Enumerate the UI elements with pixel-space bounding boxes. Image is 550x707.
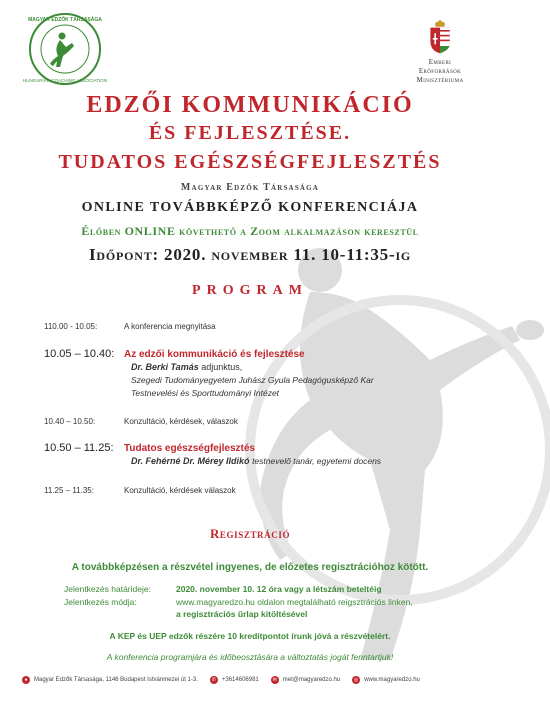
program-talk-block bbox=[124, 442, 484, 468]
change-note: A konferencia programjára és időbeosztására a változtatás jogát fenntartjuk! bbox=[106, 652, 394, 662]
method-label: Jelentkezés módja: bbox=[64, 597, 137, 607]
footer-phone[interactable] bbox=[210, 676, 259, 684]
ministry-name-line2: Minisztériuma bbox=[416, 76, 464, 84]
footer-address-text: Magyar Edzők Társasága, 1146 Budapest Istvánmezei út 1-3. bbox=[34, 677, 198, 683]
program-time: 10.05 – 10.40: bbox=[44, 348, 115, 360]
registration-notice: A továbbképzésen a részvétel ingyenes, de előzetes regisztrációhoz kötött. bbox=[71, 562, 429, 573]
talk-title: Az edzői kommunikáció és fejlesztése bbox=[124, 349, 305, 360]
speaker-role: adjunktus, bbox=[201, 362, 243, 372]
globe-icon: ◎ bbox=[354, 677, 359, 683]
footer-web[interactable] bbox=[352, 676, 420, 684]
conference-name: ONLINE TOVÁBBKÉPZŐ KONFERENCIÁJA bbox=[81, 200, 419, 215]
program-row bbox=[44, 348, 484, 406]
organizer-name: Magyar Edzők Társasága bbox=[180, 182, 320, 193]
registration-title: Regisztráció bbox=[209, 526, 291, 541]
footer-email-text: met@magyaredzo.hu bbox=[282, 677, 341, 683]
title-line-2: ÉS FEJLESZTÉSE. bbox=[148, 122, 352, 144]
title-line-3: TUDATOS EGÉSZSÉGFEJLESZTÉS bbox=[58, 151, 442, 173]
phone-icon: ✆ bbox=[211, 677, 216, 683]
svg-text:HUNGARIAN COACHING ASSOCIATION: HUNGARIAN COACHING ASSOCIATION bbox=[23, 78, 107, 83]
method-value-link[interactable]: www.magyaredzo.hu oldalon megtalálható reigsztrációs linken, bbox=[176, 597, 413, 607]
talk-title: Tudatos egészségfejlesztés bbox=[124, 443, 255, 454]
footer-email[interactable] bbox=[271, 676, 340, 684]
speaker-role: testnevelő tanár, egyetemi docens bbox=[252, 456, 382, 466]
ministry-logo bbox=[410, 22, 470, 85]
email-icon: ✉ bbox=[272, 677, 277, 683]
speaker-affiliation-2: Testnevelési és Sporttudományi Intézet bbox=[131, 388, 280, 398]
speaker-name: Dr. Berki Tamás bbox=[131, 362, 199, 372]
program-row bbox=[44, 417, 484, 431]
speaker-name: Dr. Fehérné Dr. Mérey Ildikó bbox=[131, 456, 250, 466]
program-text: Konzultáció, kérdések, válaszok bbox=[124, 417, 238, 426]
program-time: 110.00 - 10.05: bbox=[44, 322, 98, 331]
deadline-value: 2020. november 10. 12 óra vagy a létszám beteltéig bbox=[176, 584, 382, 594]
ministry-name-line1: Emberi Erőforrások bbox=[418, 58, 462, 75]
live-online-note: Élőben ONLINE követhető a Zoom alkalmazáson keresztül bbox=[81, 224, 419, 238]
program-talk-block bbox=[124, 348, 484, 400]
footer-address bbox=[22, 676, 198, 684]
program-text: A konferencia megnyitása bbox=[124, 322, 216, 331]
program-heading: PROGRAM bbox=[192, 283, 308, 298]
coaching-association-logo bbox=[23, 12, 107, 86]
program-text: Konzultáció, kérdések válaszok bbox=[124, 486, 236, 495]
footer bbox=[22, 676, 492, 684]
program-time: 11.25 – 11.35: bbox=[44, 486, 94, 495]
title-line-1: EDZŐI KOMMUNIKÁCIÓ bbox=[86, 92, 414, 118]
program-row bbox=[44, 442, 484, 472]
credit-note: A KEP és UEP edzők részére 10 kreditpontot írunk jóvá a részvételért. bbox=[109, 631, 391, 641]
coat-of-arms-icon bbox=[428, 22, 452, 54]
program-time: 10.40 – 10.50: bbox=[44, 417, 96, 426]
method-value-form: a regisztrációs űrlap kitöltésével bbox=[176, 609, 308, 619]
program-row bbox=[44, 486, 484, 500]
footer-phone-text: +3614606981 bbox=[221, 677, 259, 683]
program-row bbox=[44, 322, 484, 336]
footer-web-text: www.magyaredzo.hu bbox=[364, 677, 420, 683]
location-icon: ● bbox=[22, 676, 30, 684]
deadline-label: Jelentkezés határideje: bbox=[64, 584, 151, 594]
event-date: Időpont: 2020. november 11. 10-11:35-ig bbox=[88, 245, 412, 264]
program-time: 10.50 – 11.25: bbox=[44, 442, 114, 454]
speaker-affiliation-1: Szegedi Tudományegyetem Juhász Gyula Pedagógusképző Kar bbox=[131, 375, 374, 385]
svg-text:MAGYAR EDZŐK TÁRSASÁGA: MAGYAR EDZŐK TÁRSASÁGA bbox=[28, 17, 102, 23]
